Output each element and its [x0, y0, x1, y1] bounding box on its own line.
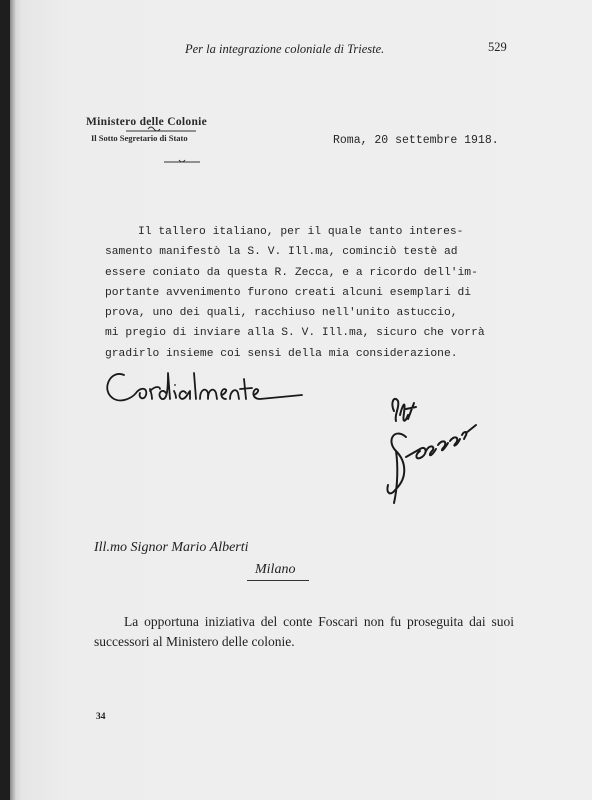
page-number: 529 [488, 40, 507, 54]
letter-date: Roma, 20 settembre 1918. [333, 134, 499, 147]
letter-body [105, 222, 525, 364]
handwritten-signature [380, 385, 490, 510]
letter-line: essere coniato da questa R. Zecca, e a ricordo dell'im- [105, 266, 478, 279]
addressee-name: Ill.mo Signor Mario Alberti [94, 540, 249, 555]
footnote-paragraph: La opportuna iniziativa del conte Foscari non fu proseguita dai suoi successori al Ministero delle colonie. [94, 614, 514, 649]
letter-line: Il tallero italiano, per il quale tanto interes- [138, 226, 464, 238]
letterhead [86, 116, 266, 143]
signature-mark-number: 34 [96, 712, 106, 722]
letter-line: portante avvenimento furono creati alcuni esemplari di [105, 286, 472, 299]
page-gutter-edge [10, 0, 16, 800]
letter-line: gradirlo insieme coi sensi della mia considerazione. [105, 347, 458, 360]
handwritten-closing [102, 365, 317, 415]
city-underline [247, 580, 309, 581]
addressee-city: Milano [255, 562, 296, 577]
letterhead-subtitle: Il Sotto Segretario di Stato [91, 133, 188, 143]
letter-line: samento manifestò la S. V. Ill.ma, cominciò testè ad [105, 246, 458, 259]
letter-line: mi pregio di inviare alla S. V. Ill.ma, sicuro che vorrà [105, 327, 485, 340]
letter-line: prova, uno dei quali, racchiuso nell'unito astuccio, [105, 307, 458, 320]
letterhead-title: Ministero delle Colonie [86, 116, 208, 128]
book-page [10, 0, 592, 800]
running-head: Per la integrazione coloniale di Trieste. [185, 42, 385, 56]
